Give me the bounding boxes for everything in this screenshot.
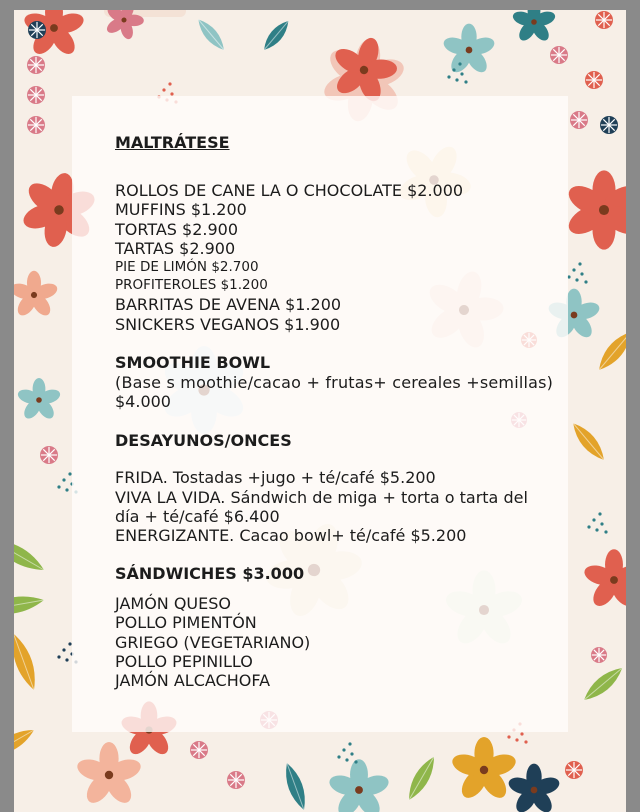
- dot-cluster: [567, 262, 587, 283]
- peach-flower: [14, 271, 59, 319]
- mustard-flower: [450, 737, 519, 802]
- breakfast-item: VIVA LA VIDA. Sándwich de miga + torta o tarta del: [115, 488, 528, 507]
- section-title-maltratese: MALTRÁTESE: [115, 133, 230, 152]
- navy-berry: [28, 21, 46, 39]
- menu-page: [14, 10, 626, 812]
- leaf: [568, 419, 610, 465]
- section-title-smoothie-bowl: SMOOTHIE BOWL: [115, 353, 271, 372]
- leaf: [14, 533, 48, 577]
- menu-item: BARRITAS DE AVENA $1.200: [115, 295, 342, 314]
- sandwich-item: POLLO PIMENTÓN: [115, 613, 257, 632]
- section-title-desayunos-onces: DESAYUNOS/ONCES: [115, 431, 292, 450]
- coral-berry: [585, 71, 603, 89]
- pink-flower: [98, 10, 150, 45]
- breakfast-item: FRIDA. Tostadas +jugo + té/café $5.200: [115, 468, 436, 487]
- pink-berry: [27, 86, 45, 104]
- pink-berry: [27, 116, 45, 134]
- mint-flower: [442, 24, 497, 76]
- dot-cluster: [337, 742, 357, 763]
- menu-item: TARTAS $2.900: [115, 239, 236, 258]
- breakfast-item: ENERGIZANTE. Cacao bowl+ té/café $5.200: [115, 526, 467, 545]
- sandwich-item: JAMÓN ALCACHOFA: [115, 671, 271, 690]
- navy-berry: [600, 116, 618, 134]
- pink-berry: [190, 741, 208, 759]
- navy-flower: [507, 764, 562, 812]
- leaf: [580, 662, 626, 705]
- leaf: [194, 16, 229, 54]
- section-title-sandwiches: SÁNDWICHES $3.000: [115, 564, 305, 583]
- pink-berry: [40, 446, 58, 464]
- sandwich-item: POLLO PEPINILLO: [115, 652, 253, 671]
- breakfast-item-continued: día + té/café $6.400: [115, 507, 280, 526]
- menu-item: TORTAS $2.900: [115, 220, 239, 239]
- menu-item: SNICKERS VEGANOS $1.900: [115, 315, 341, 334]
- pink-berry: [570, 111, 588, 129]
- coral-berry: [595, 11, 613, 29]
- leaf: [14, 724, 38, 761]
- mint-flower: [16, 378, 62, 422]
- teal-flower: [511, 10, 557, 44]
- pink-berry: [591, 647, 607, 663]
- sandwich-item: JAMÓN QUESO: [115, 594, 231, 613]
- smoothie-price: $4.000: [115, 392, 171, 411]
- leaf: [280, 761, 310, 812]
- pink-berry: [27, 56, 45, 74]
- leaf: [259, 17, 293, 54]
- pink-berry: [227, 771, 245, 789]
- dot-cluster: [587, 512, 607, 533]
- leaf: [14, 631, 42, 693]
- leaf: [593, 327, 626, 375]
- pink-berry: [550, 46, 568, 64]
- leaf: [403, 753, 440, 803]
- coral-flower: [564, 170, 626, 249]
- menu-item: MUFFINS $1.200: [115, 200, 247, 219]
- mint-flower: [327, 759, 391, 812]
- sandwich-item: GRIEGO (VEGETARIANO): [115, 633, 311, 652]
- menu-item: PIE DE LIMÓN $2.700: [115, 259, 259, 275]
- coral-berry: [565, 761, 583, 779]
- menu-item: ROLLOS DE CANE LA O CHOCOLATE $2.000: [115, 181, 464, 200]
- leaf: [14, 592, 45, 618]
- smoothie-description: (Base s moothie/cacao + frutas+ cereales +semillas): [115, 373, 554, 392]
- coral-flower: [582, 549, 626, 610]
- menu-item: PROFITEROLES $1.200: [115, 277, 268, 293]
